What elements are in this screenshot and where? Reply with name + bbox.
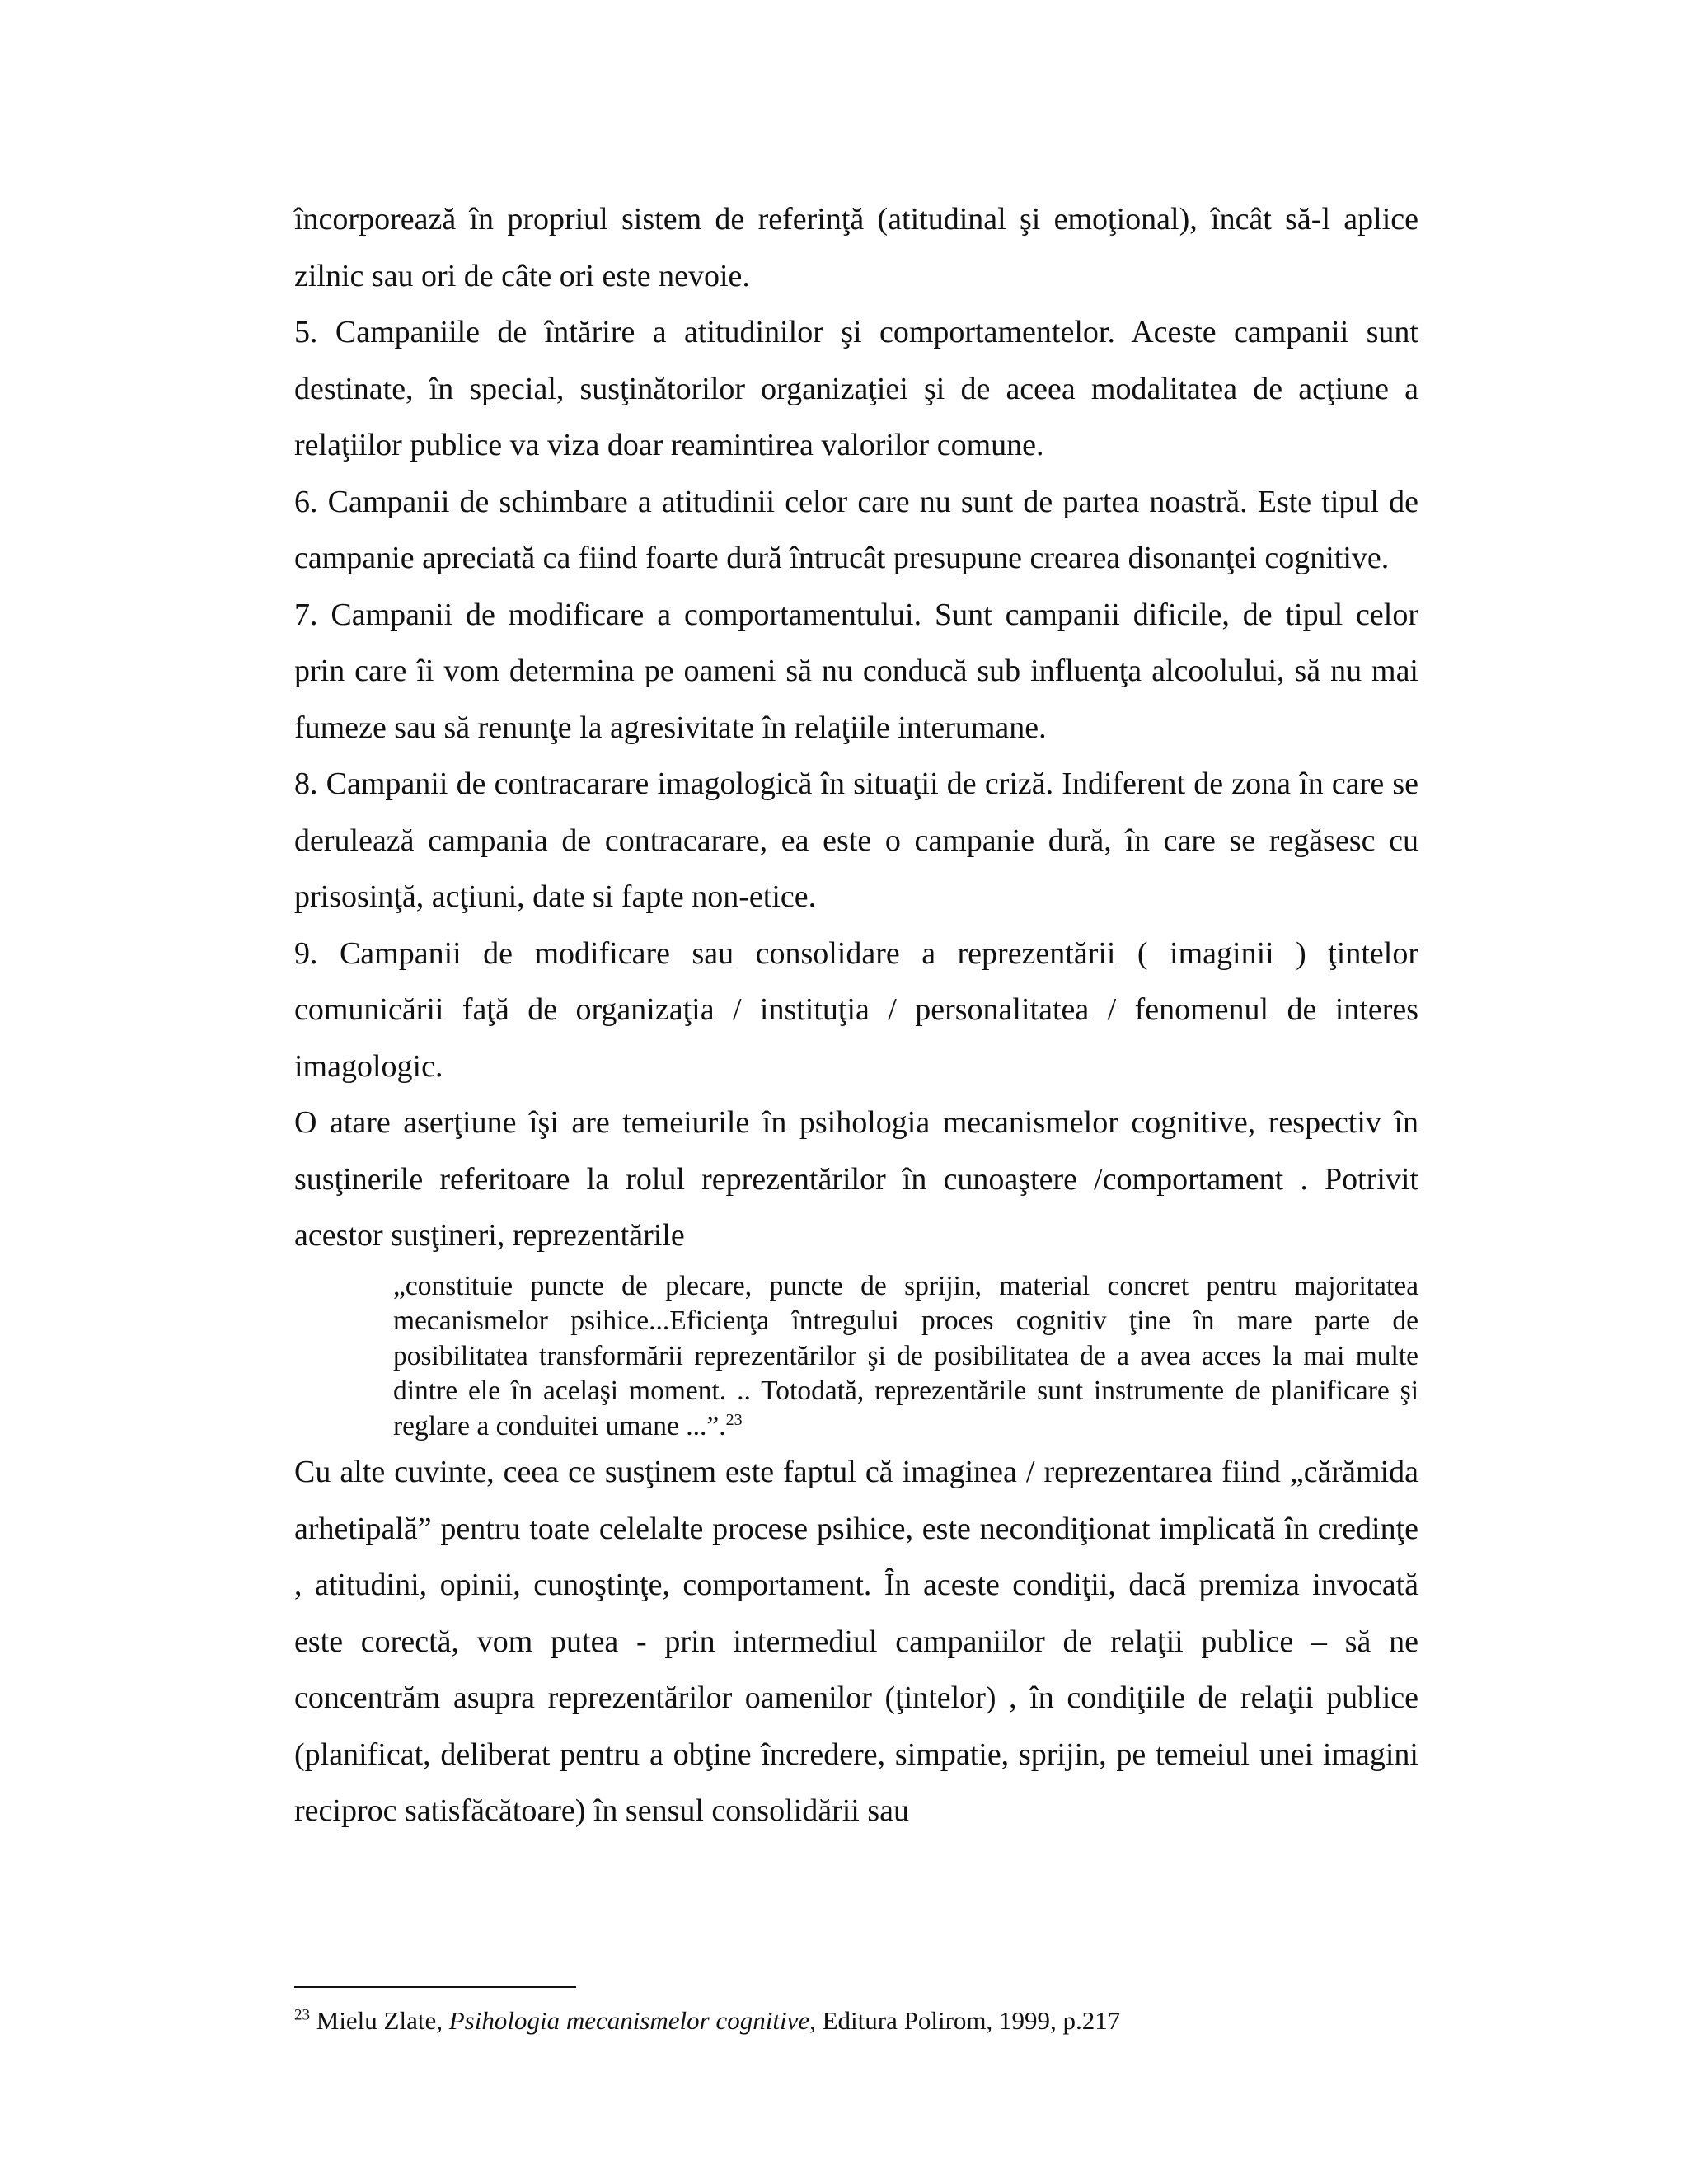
- footnote-title: Psihologia mecanismelor cognitive: [448, 2006, 810, 2035]
- paragraph-continuation: încorporează în propriul sistem de referinţă (atitudinal şi emoţional), încât să-l aplice zilnic sau ori de câte ori este nevoie.: [294, 202, 1418, 293]
- block-quote-text: „constituie puncte de plecare, puncte de sprijin, material concret pentru majoritatea mecanismelor psihice...Eficienţa întregului proces cognitiv ţine în mare parte de posibilitatea transformării reprezentărilor şi de posibilitatea de a avea acces la mai multe dintre ele în acelaşi moment. .. Totodată, reprezentările sunt instrumente de planificare şi reglare a conduitei umane ...”.: [393, 1270, 1418, 1441]
- paragraph-assertion: O atare aserţiune îşi are temeiurile în psihologia mecanismelor cognitive, respectiv în susţinerile referitoare la rolul reprezentărilor în cunoaştere /comportament . Potrivit acestor susţineri, reprezentările: [294, 1105, 1418, 1253]
- footnote-publication: , Editura Polirom, 1999, p.217: [809, 2006, 1121, 2035]
- paragraph-item-7: 7. Campanii de modificare a comportamentului. Sunt campanii dificile, de tipul celor prin care îi vom determina pe oameni să nu conducă sub influenţa alcoolului, să nu mai fumeze sau să renunţe la agresivitate în relaţiile interumane.: [294, 597, 1418, 745]
- block-quote: [393, 1264, 1418, 1445]
- footnote: [294, 2004, 1418, 2037]
- footnote-author: Mielu Zlate,: [316, 2006, 443, 2035]
- paragraph-item-8: 8. Campanii de contracarare imagologică în situaţii de criză. Indiferent de zona în care se derulează campania de contracarare, ea este o campanie dură, în care se regăsesc cu prisosinţă, acţiuni, date si fapte non-etice.: [294, 766, 1418, 914]
- footnote-separator: [294, 1986, 576, 1988]
- footnote-number: 23: [294, 2006, 310, 2024]
- body-text: [294, 191, 1418, 1840]
- footnote-reference[interactable]: 23: [725, 1410, 743, 1429]
- paragraph-item-6: 6. Campanii de schimbare a atitudinii celor care nu sunt de partea noastră. Este tipul de campanie apreciată ca fiind foarte dură întrucât presupune crearea disonanţei cognitive.: [294, 484, 1418, 575]
- paragraph-item-5: 5. Campaniile de întărire a atitudinilor şi comportamentelor. Aceste campanii sunt destinate, în special, susţinătorilor organizaţiei şi de aceea modalitatea de acţiune a relaţiilor publice va viza doar reamintirea valorilor comune.: [294, 315, 1418, 462]
- paragraph-item-9: 9. Campanii de modificare sau consolidare a reprezentării ( imaginii ) ţintelor comunicării faţă de organizaţia / instituţia / personalitatea / fenomenul de interes imagologic.: [294, 935, 1418, 1084]
- paragraph-closing: Cu alte cuvinte, ceea ce susţinem este faptul că imaginea / reprezentarea fiind „cărămida arhetipală” pentru toate celelalte procese psihice, este necondiţionat implicată în credinţe , atitudini, opinii, cunoştinţe, comportament. În aceste condiţii, dacă premiza invocată este corectă, vom putea - prin intermediul campaniilor de relaţii publice – să ne concentrăm asupra reprezentărilor oamenilor (ţintelor) , în condiţiile de relaţii publice (planificat, deliberat pentru a obţine încredere, simpatie, sprijin, pe temeiul unei imagini reciproc satisfăcătoare) în sensul consolidării sau: [294, 1455, 1418, 1828]
